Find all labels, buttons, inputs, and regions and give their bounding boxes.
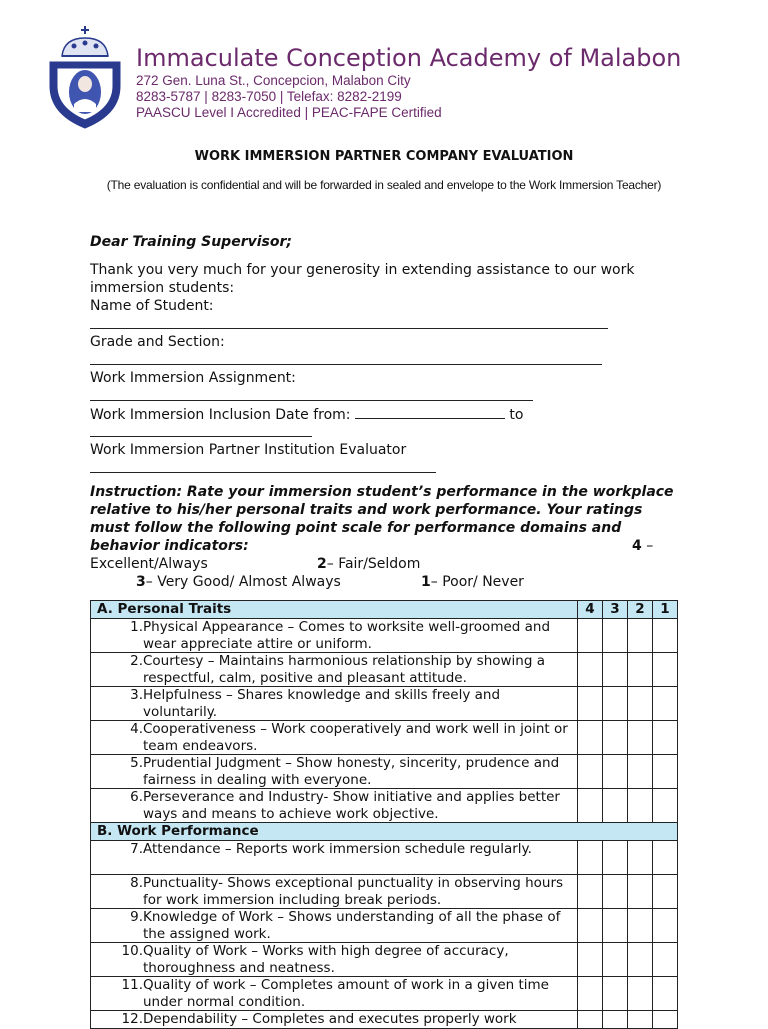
section-a-header (91, 601, 678, 619)
rating-cell-3[interactable] (603, 687, 628, 721)
criterion-text: Helpfulness – Shares knowledge and skills freely and voluntarily. (143, 687, 501, 720)
rating-cell-4[interactable] (578, 755, 603, 789)
rating-cell-3[interactable] (603, 789, 628, 823)
rating-cell-4[interactable] (578, 653, 603, 687)
criterion-text: Punctuality- Shows exceptional punctuality in observing hours for work immersion including break periods. (143, 875, 564, 908)
criterion-cell (91, 721, 578, 755)
scale-2-label: – Fair/Seldom (326, 556, 421, 572)
rating-cell-3[interactable] (603, 619, 628, 653)
criterion-text: Perseverance and Industry- Show initiative and applies better ways and means to achieve work objective. (143, 789, 560, 822)
instruction-text: Instruction: Rate your immersion student’s performance in the workplace relative to his/her personal traits and work performance. Your ratings must follow the following point scale for performance domains and behavior indicators: (90, 484, 674, 554)
rating-cell-3[interactable] (603, 909, 628, 943)
rating-cell-2[interactable] (628, 875, 653, 909)
rating-cell-1[interactable] (653, 943, 678, 977)
criterion-cell (91, 687, 578, 721)
date-to-label: to (509, 407, 524, 423)
rating-cell-2[interactable] (628, 653, 653, 687)
grade-section-line[interactable] (90, 351, 602, 365)
rating-cell-4[interactable] (578, 977, 603, 1011)
criterion-text: Attendance – Reports work immersion schedule regularly. (143, 841, 532, 857)
intro-paragraph: Thank you very much for your generosity in extending assistance to our work immersion students: (90, 262, 635, 296)
criterion-number: 6. (130, 789, 143, 805)
rating-cell-4[interactable] (578, 1011, 603, 1029)
criterion-number: 5. (130, 755, 143, 771)
inclusion-date-label: Work Immersion Inclusion Date from: (90, 407, 351, 423)
criterion-number: 8. (130, 875, 143, 891)
score-header-4: 4 (578, 601, 603, 619)
rating-cell-3[interactable] (603, 721, 628, 755)
rating-cell-2[interactable] (628, 943, 653, 977)
rating-cell-1[interactable] (653, 789, 678, 823)
rating-cell-4[interactable] (578, 687, 603, 721)
rating-cell-4[interactable] (578, 619, 603, 653)
criterion-number: 1. (130, 619, 143, 635)
scale-4-label: Excellent/Always (90, 556, 208, 572)
criterion-cell (91, 1011, 578, 1029)
date-to-line[interactable] (90, 423, 312, 437)
student-name-label: Name of Student: (90, 298, 214, 314)
rating-cell-1[interactable] (653, 653, 678, 687)
criterion-number: 2. (130, 653, 143, 669)
scale-4-dash: – (641, 538, 654, 554)
rating-cell-4[interactable] (578, 841, 603, 875)
table-row (91, 687, 678, 721)
assignment-label: Work Immersion Assignment: (90, 370, 296, 386)
criterion-cell (91, 653, 578, 687)
rating-cell-4[interactable] (578, 789, 603, 823)
evaluation-table (90, 600, 678, 1029)
table-row (91, 721, 678, 755)
rating-cell-3[interactable] (603, 875, 628, 909)
evaluator-label: Work Immersion Partner Institution Evaluator (90, 442, 407, 458)
score-header-3: 3 (603, 601, 628, 619)
criterion-cell (91, 789, 578, 823)
scale-1-number: 1 (421, 574, 431, 590)
student-name-line[interactable] (90, 315, 608, 329)
confidentiality-note: (The evaluation is confidential and will be forwarded in sealed and envelope to the Work Immersion Teacher) (106, 178, 662, 192)
rating-cell-4[interactable] (578, 875, 603, 909)
grade-section-label: Grade and Section: (90, 334, 225, 350)
criterion-number: 10. (121, 943, 143, 959)
table-row (91, 653, 678, 687)
table-row (91, 909, 678, 943)
criterion-number: 4. (130, 721, 143, 737)
rating-cell-1[interactable] (653, 1011, 678, 1029)
school-address: 272 Gen. Luna St., Concepcion, Malabon City (136, 73, 411, 88)
scale-4-number: 4 (632, 538, 642, 554)
rating-cell-1[interactable] (653, 841, 678, 875)
school-phones: 8283-5787 | 8283-7050 | Telefax: 8282-2199 (136, 89, 402, 104)
table-row (91, 875, 678, 909)
criterion-text: Physical Appearance – Comes to worksite well-groomed and wear appreciate attire or uniform. (143, 619, 551, 652)
rating-cell-3[interactable] (603, 755, 628, 789)
greeting: Dear Training Supervisor; (90, 234, 292, 250)
rating-cell-4[interactable] (578, 909, 603, 943)
school-accreditation: PAASCU Level I Accredited | PEAC-FAPE Certified (136, 105, 442, 120)
criterion-number: 7. (130, 841, 143, 857)
assignment-line[interactable] (90, 387, 533, 401)
score-header-2: 2 (628, 601, 653, 619)
criterion-text: Courtesy – Maintains harmonious relationship by showing a respectful, calm, positive and pleasant attitude. (143, 653, 545, 686)
rating-cell-2[interactable] (628, 789, 653, 823)
rating-cell-3[interactable] (603, 977, 628, 1011)
table-row (91, 1011, 678, 1029)
criterion-text: Dependability – Completes and executes properly work (143, 1011, 517, 1027)
student-info-fields (90, 297, 680, 477)
section-b-title: B. Work Performance (91, 823, 678, 841)
table-row (91, 841, 678, 875)
school-seal-icon (44, 24, 126, 130)
rating-cell-1[interactable] (653, 721, 678, 755)
criterion-cell (91, 619, 578, 653)
criterion-number: 3. (130, 687, 143, 703)
rating-cell-3[interactable] (603, 943, 628, 977)
criterion-text: Quality of work – Completes amount of work in a given time under normal condition. (143, 977, 549, 1010)
rating-cell-2[interactable] (628, 977, 653, 1011)
criterion-cell (91, 943, 578, 977)
rating-cell-2[interactable] (628, 687, 653, 721)
criterion-text: Cooperativeness – Work cooperatively and work well in joint or team endeavors. (143, 721, 568, 754)
scale-1-label: – Poor/ Never (430, 574, 524, 590)
rating-cell-1[interactable] (653, 619, 678, 653)
evaluator-line[interactable] (90, 459, 436, 473)
criterion-text: Prudential Judgment – Show honesty, sincerity, prudence and fairness in dealing with everyone. (143, 755, 560, 788)
rating-cell-2[interactable] (628, 909, 653, 943)
criterion-cell (91, 977, 578, 1011)
criterion-text: Quality of Work – Works with high degree of accuracy, thoroughness and neatness. (143, 943, 509, 976)
criterion-number: 11. (121, 977, 143, 993)
school-name: Immaculate Conception Academy of Malabon (136, 44, 682, 72)
rating-cell-3[interactable] (603, 841, 628, 875)
section-b-header (91, 823, 678, 841)
section-a-title: A. Personal Traits (91, 601, 578, 619)
score-header-1: 1 (653, 601, 678, 619)
criterion-cell (91, 909, 578, 943)
rating-cell-4[interactable] (578, 943, 603, 977)
rating-cell-2[interactable] (628, 755, 653, 789)
rating-cell-1[interactable] (653, 875, 678, 909)
rating-cell-3[interactable] (603, 653, 628, 687)
instructions (90, 483, 680, 591)
rating-cell-4[interactable] (578, 721, 603, 755)
table-row (91, 789, 678, 823)
scale-2-number: 2 (317, 556, 327, 572)
rating-cell-1[interactable] (653, 909, 678, 943)
table-row (91, 619, 678, 653)
table-row (91, 977, 678, 1011)
rating-cell-2[interactable] (628, 619, 653, 653)
rating-cell-1[interactable] (653, 687, 678, 721)
rating-cell-1[interactable] (653, 755, 678, 789)
criterion-number: 9. (130, 909, 143, 925)
criterion-cell (91, 755, 578, 789)
criterion-text: Knowledge of Work – Shows understanding of all the phase of the assigned work. (143, 909, 561, 942)
scale-3-label: – Very Good/ Almost Always (145, 574, 341, 590)
rating-cell-1[interactable] (653, 977, 678, 1011)
table-row (91, 755, 678, 789)
rating-cell-2[interactable] (628, 1011, 653, 1029)
rating-cell-2[interactable] (628, 841, 653, 875)
document-title: WORK IMMERSION PARTNER COMPANY EVALUATION (194, 149, 574, 164)
date-from-line[interactable] (355, 405, 505, 419)
criterion-cell (91, 875, 578, 909)
scale-3-number: 3 (136, 574, 146, 590)
criterion-cell (91, 841, 578, 875)
rating-cell-2[interactable] (628, 721, 653, 755)
criterion-number: 12. (121, 1011, 143, 1027)
table-row (91, 943, 678, 977)
rating-cell-3[interactable] (603, 1011, 628, 1029)
